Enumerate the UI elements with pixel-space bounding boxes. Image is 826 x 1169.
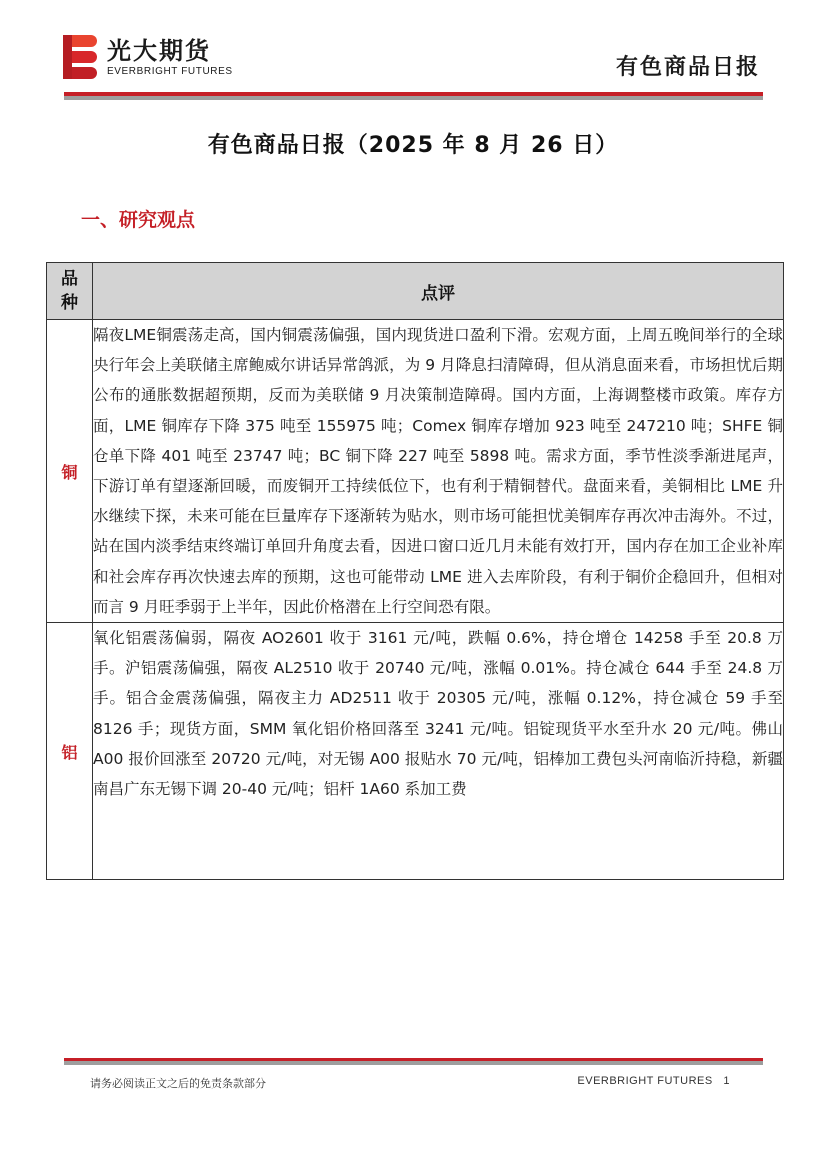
logo-english-name: EVERBRIGHT FUTURES	[107, 65, 233, 77]
table-row	[47, 623, 784, 880]
footer-company: EVERBRIGHT FUTURES	[577, 1075, 713, 1087]
section-heading: 一、研究观点	[81, 209, 196, 231]
header-divider	[64, 92, 763, 100]
category-cell-copper: 铜	[47, 320, 93, 623]
everbright-logo-icon	[63, 35, 97, 79]
column-header-category-label: 品 种	[61, 269, 78, 313]
comment-cell-aluminum-wrapper	[93, 623, 784, 880]
research-views-table	[46, 262, 784, 880]
table-row	[47, 320, 784, 623]
document-title: 有色商品日报（2025 年 8 月 26 日）	[207, 133, 619, 158]
footer-company-page	[577, 1075, 730, 1087]
footer-divider	[64, 1058, 763, 1065]
category-cell-aluminum: 铝	[47, 623, 93, 880]
page-number: 1	[723, 1075, 730, 1087]
header-report-type: 有色商品日报	[615, 55, 760, 80]
comment-cell-copper: 隔夜LME铜震荡走高，国内铜震荡偏强，国内现货进口盈利下滑。宏观方面，上周五晚间举行的全球央行年会上美联储主席鲍威尔讲话异常鸽派，为 9 月降息扫清障碍，但从消息面来看，市场担忧后期公布的通胀数据超预期，反而为美联储 9 月决策制造障碍。国内方面，上海调整楼市政策。库存方面，LME 铜库存下降 375 吨至 155975 吨；Comex 铜库存增加 923 吨至 247210 吨；SHFE 铜仓单下降 401 吨至 23747 吨；BC 铜下降 227 吨至 5898 吨。需求方面，季节性淡季渐进尾声，下游订单有望逐渐回暖，而废铜开工持续低位下，也有利于精铜替代。盘面来看，美铜相比 LME 升水继续下探，未来可能在巨量库存下逐渐转为贴水，则市场可能担忧美铜库存再次冲击海外。不过，站在国内淡季结束终端订单回升角度去看，因进口窗口近几月未能有效打开，国内存在加工企业补库和社会库存再次快速去库的预期，这也可能带动 LME 进入去库阶段，有利于铜价企稳回升，但相对而言 9 月旺季弱于上半年，因此价格潜在上行空间恐有限。	[93, 320, 784, 623]
logo-chinese-name: 光大期货	[107, 36, 211, 65]
footer-disclaimer: 请务必阅读正文之后的免责条款部分	[90, 1077, 266, 1090]
company-logo	[63, 35, 233, 79]
column-header-category	[47, 263, 93, 320]
column-header-comment: 点评	[93, 263, 784, 320]
comment-cell-aluminum: 氧化铝震荡偏弱，隔夜 AO2601 收于 3161 元/吨，跌幅 0.6%，持仓增仓 14258 手至 20.8 万手。沪铝震荡偏强，隔夜 AL2510 收于 20740 元/吨，涨幅 0.01%。持仓减仓 644 手至 24.8 万手。铝合金震荡偏强，隔夜主力 AD2511 收于 20305 元/吨，涨幅 0.12%，持仓减仓 59 手至 8126 手；现货方面，SMM 氧化铝价格回落至 3241 元/吨。铝锭现货平水至升水 20 元/吨。佛山 A00 报价回涨至 20720 元/吨，对无锡 A00 报贴水 70 元/吨，铝棒加工费包头河南临沂持稳，新疆南昌广东无锡下调 20-40 元/吨；铝杆 1A60 系加工费	[93, 629, 783, 799]
table-header-row	[47, 263, 784, 320]
